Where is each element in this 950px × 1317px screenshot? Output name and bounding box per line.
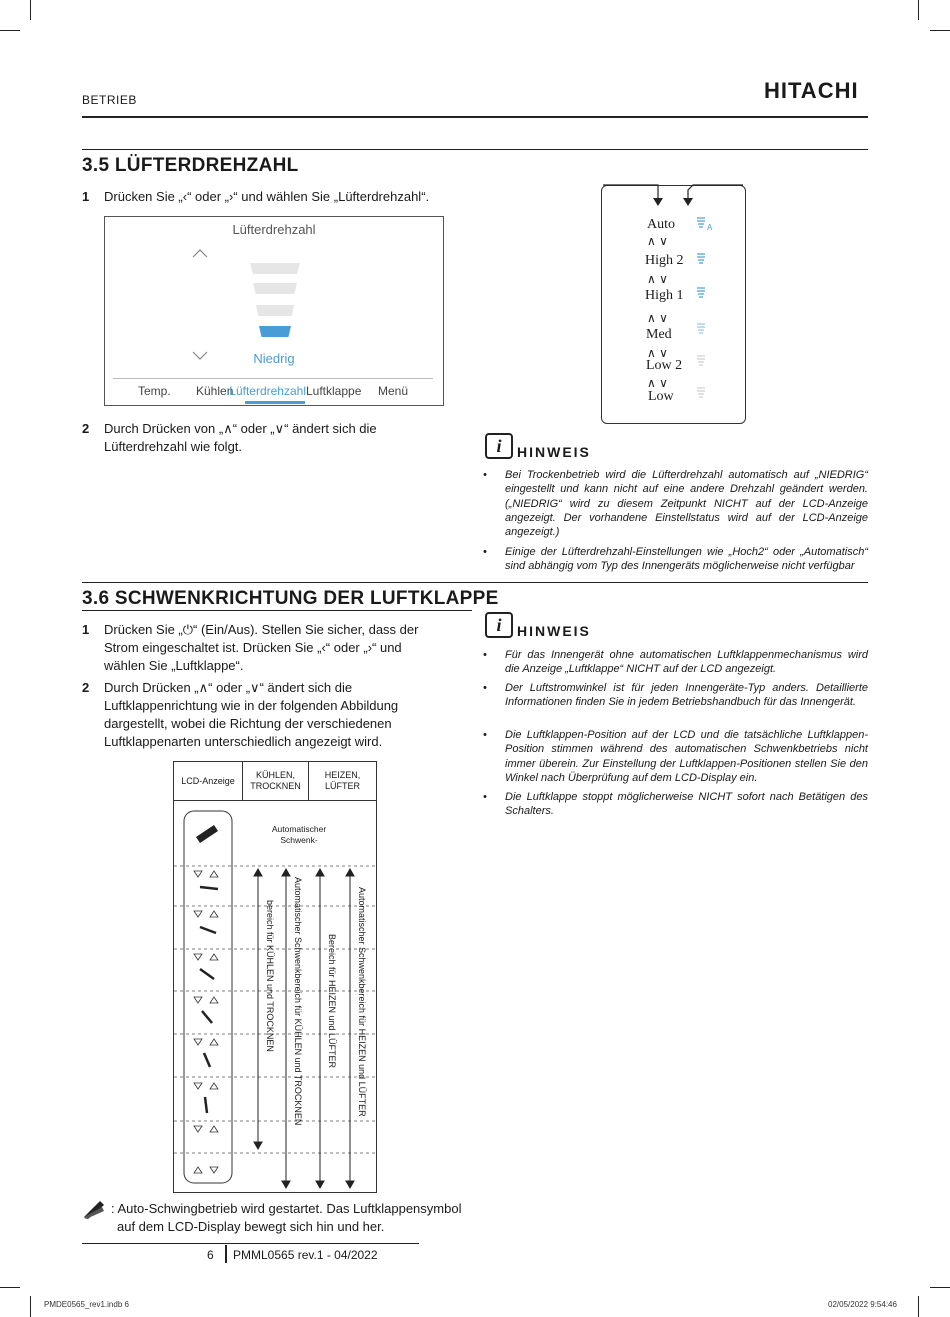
fan-level-auto: Auto — [647, 217, 675, 232]
step-number: 2 — [82, 680, 90, 695]
lcd-divider — [113, 378, 433, 379]
legend-line: : Auto-Schwingbetrieb wird gestartet. Das Luftklappensymbol — [111, 1201, 462, 1216]
fan-bar-icons — [695, 216, 715, 402]
info-icon: i — [485, 612, 513, 638]
section-rule — [82, 582, 868, 583]
brand-logo: HITACHI — [764, 78, 859, 103]
crop-mark — [0, 30, 20, 31]
footer-rule — [82, 1243, 419, 1244]
fan-level-bar — [250, 263, 300, 274]
lcd-fan-speed-screen — [104, 216, 444, 406]
lcd-selected-level: Niedrig — [253, 351, 295, 366]
header-section-label: BETRIEB — [82, 93, 137, 107]
fan-level-bar-active — [259, 326, 291, 337]
range-label-cool: bereich für KÜHLEN und TROCKNEN — [265, 900, 275, 1052]
step-number: 1 — [82, 189, 90, 204]
up-down-arrows: ∧ ∨ — [647, 376, 668, 390]
step-text-line: wählen Sie „Luftklappe“. — [104, 658, 244, 673]
cycle-arrows — [598, 180, 748, 210]
footer-divider — [225, 1245, 227, 1263]
fan-level-med: Med — [646, 327, 672, 342]
crop-mark — [930, 1287, 950, 1288]
legend-line: auf dem LCD-Display bewegt sich hin und her. — [117, 1219, 385, 1234]
note-item: Die Luftklappe stoppt möglicherweise NICHT sofort nach Betätigen des Schalters. — [505, 791, 868, 818]
up-down-arrows: ∧ ∨ — [647, 346, 668, 360]
print-date: 02/05/2022 9:54:46 — [828, 1300, 897, 1309]
fan-level-high2: High 2 — [645, 253, 684, 268]
auto-swing-label: Automatischer Schwenk- — [271, 824, 327, 845]
lcd-menu-fan-speed[interactable]: Lüfterdrehzahl — [229, 384, 306, 398]
step-1-fan — [82, 188, 502, 208]
lcd-menu-menu[interactable]: Menü — [378, 384, 409, 398]
bullet: • — [483, 546, 487, 558]
fan-level-bar — [256, 305, 294, 316]
bullet: • — [483, 469, 487, 481]
up-down-arrows: ∧ ∨ — [647, 234, 668, 248]
section-title-fan-speed: 3.5 LÜFTERDREHZAHL — [82, 155, 299, 176]
auto-mark: A — [707, 223, 713, 232]
crop-mark — [918, 1296, 919, 1317]
step-text-line: Strom eingeschaltet ist. Drücken Sie „‹“ oder „›“ und — [104, 640, 402, 655]
note-list — [483, 648, 868, 823]
note-item: Für das Innengerät ohne automatischen Luftklappenmechanismus wird die Anzeige „Luftklappe“ NICHT auf der LCD angezeigt. — [505, 649, 868, 676]
fan-level-low: Low — [648, 389, 674, 404]
crop-mark — [30, 1296, 31, 1317]
info-icon: i — [485, 433, 513, 459]
col-divider — [308, 762, 309, 800]
fan-level-bar — [253, 283, 297, 294]
bullet: • — [483, 649, 487, 661]
crop-mark — [30, 0, 31, 20]
lcd-menu-temp[interactable]: Temp. — [138, 384, 171, 398]
fan-level-low2: Low 2 — [646, 358, 683, 373]
section-title-louver: 3.6 SCHWENKRICHTUNG DER LUFTKLAPPE — [82, 588, 499, 609]
print-file: PMDE0565_rev1.indb 6 — [44, 1300, 129, 1309]
note-title: HINWEIS — [517, 623, 591, 639]
step-1-louver — [82, 621, 482, 677]
step-number: 1 — [82, 622, 90, 637]
lcd-title: Lüfterdrehzahl — [232, 222, 316, 237]
note-list — [483, 468, 868, 578]
note-item: Die Luftklappen-Position auf der LCD und die tatsächliche Luftklappen-Position stimmen während des automatischen Schwenkbetriebs nicht immer überein. Zur Einstellung der Luftklappen-Positionen stellen Sie den Winkel nach Überprüfung auf dem LCD-Display ein. — [505, 729, 868, 784]
crop-mark — [930, 30, 950, 31]
step-text-line: Luftklappenarten unterschiedlich angezeigt wird. — [104, 734, 383, 749]
note-item: Der Luftstromwinkel ist für jeden Innengeräte-Typ anders. Detaillierte Informationen finden Sie in jedem Betriebshandbuch für das Innengerät. — [505, 682, 868, 709]
chevron-up-icon — [191, 247, 209, 259]
note-title: HINWEIS — [517, 444, 591, 460]
step-text-line: Durch Drücken „∧“ oder „∨“ ändert sich die — [104, 680, 353, 695]
lcd-menu-louver[interactable]: Luftklappe — [306, 384, 362, 398]
step-text: Drücken Sie „‹“ oder „›“ und wählen Sie „Lüfterdrehzahl“. — [104, 189, 430, 204]
col-header-heat: HEIZEN, LÜFTER — [324, 770, 361, 791]
auto-range-label-heat: Automatischer Schwenkbereich für HEIZEN und LÜFTER — [357, 887, 367, 1117]
col-header-lcd: LCD-Anzeige — [181, 775, 235, 786]
crop-mark — [0, 1287, 20, 1288]
lcd-menu-cool[interactable]: Kühlen — [196, 384, 234, 398]
step-text-line: Lüfterdrehzahl wie folgt. — [104, 439, 243, 454]
step-2-fan — [82, 420, 482, 460]
bullet: • — [483, 791, 487, 803]
note-item: Bei Trockenbetrieb wird die Lüfterdrehzahl automatisch auf „NIEDRIG“ eingestellt und kann nicht auf eine andere Drehzahl geändert werden. („NIEDRIG“ wird zu diesem Zeitpunkt NICHT auf der LCD-Anzeige angezeigt. Der vorhandene Einstellstatus wird auf der LCD-Anzeige angezeigt.) — [505, 469, 868, 539]
section-title-underline — [82, 610, 472, 611]
step-2-louver — [82, 679, 482, 753]
fan-level-high1: High 1 — [645, 288, 684, 303]
bullet: • — [483, 682, 487, 694]
step-text-line: dargestellt, wobei die Richtung der verschiedenen — [104, 716, 392, 731]
louver-swing-icon — [196, 825, 218, 843]
auto-swing-icon — [82, 1197, 106, 1219]
range-label-heat: Bereich für HEIZEN und LÜFTER — [327, 934, 337, 1069]
crop-mark — [918, 0, 919, 20]
page-number: 6 — [207, 1248, 214, 1262]
header-rule — [82, 116, 868, 118]
step-text-line: Luftklappenrichtung wie in der folgenden Abbildung — [104, 698, 399, 713]
up-down-arrows: ∧ ∨ — [647, 272, 668, 286]
col-header-cool: KÜHLEN, TROCKNEN — [250, 770, 301, 791]
louver-direction-table — [173, 761, 377, 1193]
step-text-line: Drücken Sie „⏻“ (Ein/Aus). Stellen Sie sicher, dass der — [104, 622, 419, 637]
bullet: • — [483, 729, 487, 741]
doc-reference: PMML0565 rev.1 - 04/2022 — [233, 1248, 378, 1262]
auto-range-label-cool: Automatischer Schwenkbereich für KÜHLEN und TROCKNEN — [293, 877, 303, 1126]
louver-diagram — [174, 801, 376, 1191]
col-divider — [242, 762, 243, 800]
section-rule — [82, 149, 868, 150]
note-item: Einige der Lüfterdrehzahl-Einstellungen wie „Hoch2“ oder „Automatisch“ sind abhängig vom Typ des Innengeräts möglicherweise nicht verfügbar — [505, 546, 868, 573]
step-number: 2 — [82, 421, 90, 436]
up-down-arrows: ∧ ∨ — [647, 311, 668, 325]
step-text-line: Durch Drücken von „∧“ oder „∨“ ändert sich die — [104, 421, 377, 436]
lcd-menu-underline — [245, 401, 305, 404]
